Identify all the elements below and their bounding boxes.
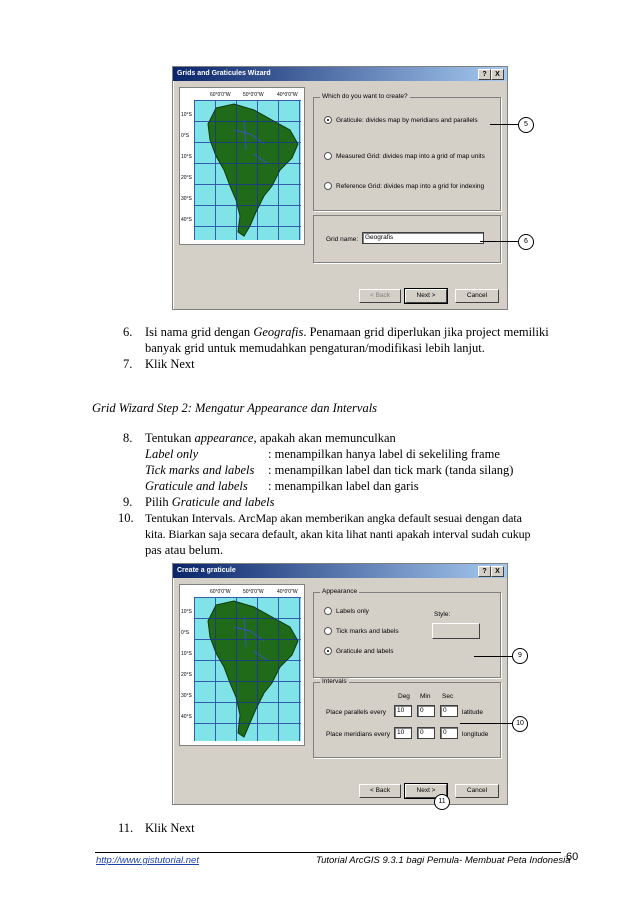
map-top-label: 40°0'0"W <box>277 589 298 595</box>
map-left-label: 40°S <box>181 217 192 223</box>
meridians-min-input[interactable]: 0 <box>417 727 435 739</box>
style-label: Style: <box>434 611 451 618</box>
item-11-text: Klik Next <box>145 821 195 835</box>
def-term: Label only <box>145 447 199 461</box>
map-top-label: 60°0'0"W <box>210 92 231 98</box>
def-desc: : menampilkan label dan tick mark (tanda silang) <box>268 463 514 477</box>
close-button[interactable]: X <box>491 566 504 577</box>
callout-line <box>474 656 514 657</box>
option-label: Tick marks and labels <box>336 627 399 635</box>
close-button[interactable]: X <box>491 69 504 80</box>
item-9-part: Pilih <box>145 495 172 509</box>
item-8-number: 8. <box>123 431 133 445</box>
labels-only-option[interactable] <box>324 607 369 615</box>
parallels-label: Place parallels every <box>326 709 386 716</box>
map-left-label: 30°S <box>181 693 192 699</box>
map-top-label: 50°0'0"W <box>243 589 264 595</box>
item-10-line2: kita. Biarkan saja secara default, akan kita lihat nanti apakah interval sudah cukup <box>145 527 531 541</box>
footer-title: Tutorial ArcGIS 9.3.1 bagi Pemula- Membuat Peta Indonesia <box>316 855 571 866</box>
map-left-label: 20°S <box>181 175 192 181</box>
radio-selected-icon[interactable] <box>324 116 332 124</box>
parallels-deg-input[interactable]: 10 <box>394 705 412 717</box>
col-sec: Sec <box>442 693 454 700</box>
intervals-title: Intervals <box>322 678 347 685</box>
option-label: Graticule: divides map by meridians and parallels <box>336 116 478 124</box>
parallels-sec-input[interactable]: 0 <box>440 705 458 717</box>
col-min: Min <box>420 693 431 700</box>
map-left-label: 0°S <box>181 133 190 139</box>
map-left-label: 20°S <box>181 672 192 678</box>
style-button[interactable] <box>432 623 480 639</box>
map-preview <box>179 87 305 245</box>
item-11-number: 11. <box>118 821 134 835</box>
map-left-label: 30°S <box>181 196 192 202</box>
map-left-label: 10°S <box>181 651 192 657</box>
col-deg: Deg <box>398 693 410 700</box>
item-7-text: Klik Next <box>145 357 195 371</box>
map-left-label: 10°S <box>181 609 192 615</box>
callout-line <box>480 241 520 242</box>
item-8-part: Tentukan <box>145 431 195 445</box>
option-label: Labels only <box>336 607 369 615</box>
item-9-emphasis: Graticule and labels <box>171 495 275 509</box>
item-6-line2: banyak grid untuk memudahkan pengaturan/modifikasi lebih lanjut. <box>145 341 485 355</box>
grid-name-input[interactable]: Geografis <box>362 232 484 244</box>
appearance-group <box>313 588 501 678</box>
def-term: Graticule and labels <box>145 479 248 493</box>
radio-icon[interactable] <box>324 627 332 635</box>
graticule-grid <box>194 597 301 741</box>
grids-graticules-wizard-dialog <box>172 66 508 310</box>
radio-icon[interactable] <box>324 607 332 615</box>
tick-marks-option[interactable] <box>324 627 399 635</box>
option-label: Measured Grid: divides map into a grid of map units <box>336 152 485 160</box>
footer-rule <box>95 852 561 853</box>
option-label: Graticule and labels <box>336 647 394 655</box>
map-left-label: 10°S <box>181 112 192 118</box>
measured-grid-option[interactable] <box>324 152 485 160</box>
def-desc: : menampilkan hanya label di sekeliling frame <box>268 447 500 461</box>
meridians-unit: longitude <box>462 731 489 738</box>
section-heading: Grid Wizard Step 2: Mengatur Appearance dan Intervals <box>92 401 378 415</box>
create-graticule-dialog <box>172 563 508 805</box>
intervals-group <box>313 678 501 758</box>
cancel-button[interactable]: Cancel <box>455 289 499 303</box>
map-left-label: 40°S <box>181 714 192 720</box>
item-6-text: . Penamaan grid diperlukan jika project memiliki <box>303 325 549 339</box>
item-10-line1: Tentukan Intervals. ArcMap akan memberikan angka default sesuai dengan data <box>145 511 522 525</box>
create-type-group <box>313 93 501 211</box>
callout-5: 5 <box>518 117 534 133</box>
footer-url-link[interactable]: http://www.gistutorial.net <box>96 855 199 866</box>
item-6-text: Isi nama grid dengan <box>145 325 254 339</box>
callout-9: 9 <box>512 648 528 664</box>
cancel-button[interactable]: Cancel <box>455 784 499 798</box>
dialog-title: Create a graticule <box>177 567 236 574</box>
next-button[interactable]: Next > <box>405 784 447 798</box>
item-6-number: 6. <box>123 325 133 339</box>
def-term: Tick marks and labels <box>145 463 255 477</box>
callout-6: 6 <box>518 234 534 250</box>
map-preview <box>179 584 305 746</box>
meridians-deg-input[interactable]: 10 <box>394 727 412 739</box>
graticule-option[interactable] <box>324 116 478 124</box>
item-10-number: 10. <box>118 511 134 525</box>
dialog-title: Grids and Graticules Wizard <box>177 70 271 77</box>
back-button[interactable]: < Back <box>359 289 401 303</box>
item-8-emphasis: appearance <box>194 431 254 445</box>
graticule-grid <box>194 100 301 240</box>
callout-line <box>460 723 514 724</box>
def-desc: : menampilkan label dan garis <box>268 479 419 493</box>
item-9-number: 9. <box>123 495 133 509</box>
map-top-label: 60°0'0"W <box>210 589 231 595</box>
item-6-line1 <box>145 324 549 340</box>
help-button[interactable]: ? <box>478 69 491 80</box>
appearance-title: Appearance <box>322 588 358 595</box>
map-ocean <box>194 597 301 741</box>
meridians-sec-input[interactable]: 0 <box>440 727 458 739</box>
radio-selected-icon[interactable] <box>324 647 332 655</box>
item-7-number: 7. <box>123 357 133 371</box>
radio-icon[interactable] <box>324 182 332 190</box>
option-label: Reference Grid: divides map into a grid for indexing <box>336 182 485 190</box>
item-10-line3: pas atau belum. <box>145 543 224 557</box>
callout-line <box>490 124 520 125</box>
map-top-label: 50°0'0"W <box>243 92 264 98</box>
parallels-min-input[interactable]: 0 <box>417 705 435 717</box>
meridians-label: Place meridians every <box>326 731 390 738</box>
callout-10: 10 <box>512 716 528 732</box>
item-8-part: , apakah akan memunculkan <box>253 431 396 445</box>
dialog-titlebar <box>173 564 507 578</box>
reference-grid-option[interactable] <box>324 182 484 190</box>
graticule-labels-option[interactable] <box>324 647 393 655</box>
create-type-question: Which do you want to create? <box>322 93 408 100</box>
map-top-label: 40°0'0"W <box>277 92 298 98</box>
grid-name-group <box>313 215 501 263</box>
item-6-emphasis: Geografis <box>253 325 304 339</box>
map-ocean <box>194 100 301 240</box>
grid-name-label: Grid name: <box>326 236 359 243</box>
back-button[interactable]: < Back <box>359 784 401 798</box>
map-left-label: 0°S <box>181 630 190 636</box>
next-button[interactable]: Next > <box>405 289 447 303</box>
item-8-text <box>145 430 396 446</box>
item-9-text <box>145 494 275 510</box>
dialog-titlebar <box>173 67 507 81</box>
parallels-unit: latitude <box>462 709 483 716</box>
map-left-label: 10°S <box>181 154 192 160</box>
callout-11: 11 <box>434 794 450 810</box>
page-number: 60 <box>566 851 579 863</box>
radio-icon[interactable] <box>324 152 332 160</box>
help-button[interactable]: ? <box>478 566 491 577</box>
